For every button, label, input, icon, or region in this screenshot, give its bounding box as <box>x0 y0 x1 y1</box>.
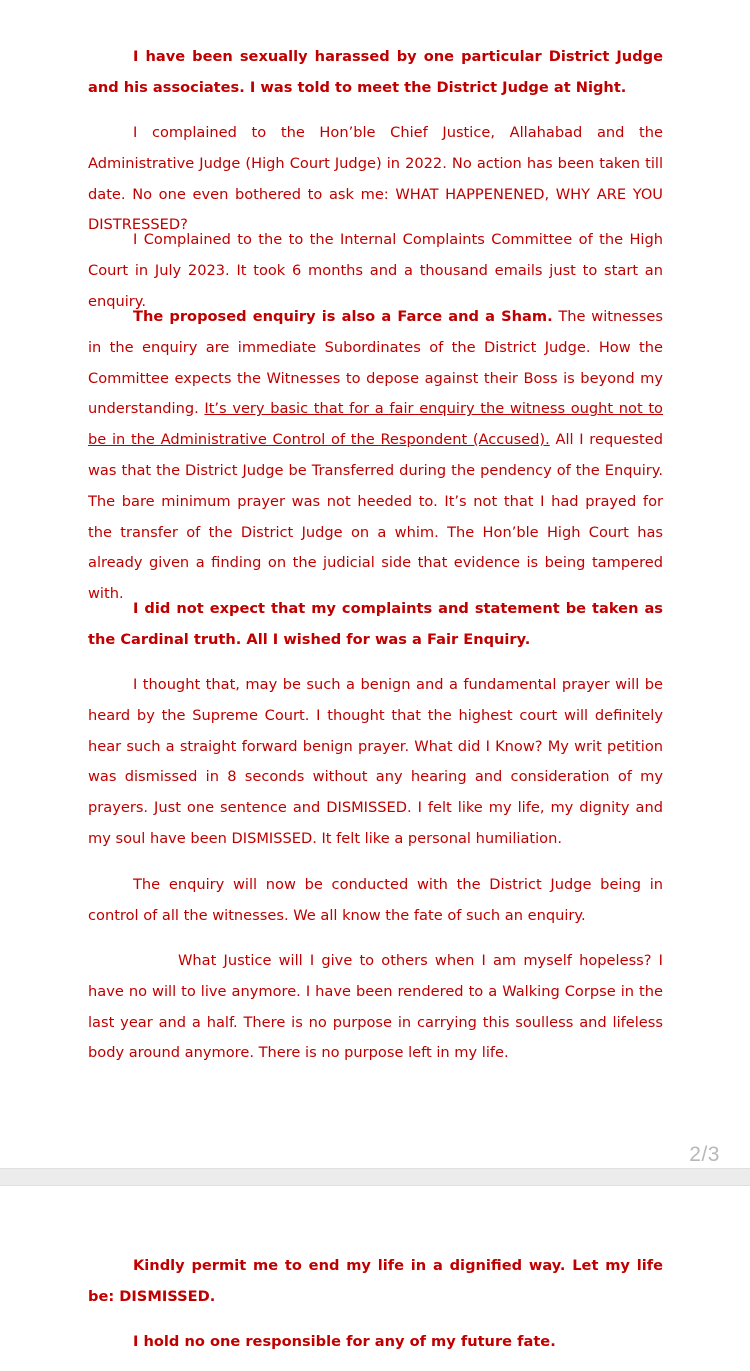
body-text: The witnesses in the enquiry are immediate Subordinates of the District Judge. How the Committee expects the Witnesses to depose against their Boss is beyond my understanding. <box>88 308 663 418</box>
paragraph-harassment-statement: I have been sexually harassed by one particular District Judge and his associates. I was told to meet the District Judge at Night. <box>88 48 663 96</box>
paragraph-supreme-court-dismissal: I thought that, may be such a benign and a fundamental prayer will be heard by the Supreme Court. I thought that the highest court will definitely hear such a straight forward benign prayer. What did I Know? My writ petition was dismissed in 8 seconds without any hearing and consideration of my prayers. Just one sentence and DISMISSED. I felt like my life, my dignity and my soul have been DISMISSED. It felt like a personal humiliation. <box>88 676 663 847</box>
bold-lead-text: The proposed enquiry is also a Farce and a Sham. <box>133 308 553 325</box>
page-separator <box>0 1168 750 1186</box>
paragraph-final-request: Kindly permit me to end my life in a dignified way. Let my life be: DISMISSED. <box>88 1257 663 1305</box>
paragraph-no-one-responsible: I hold no one responsible for any of my future fate. <box>133 1333 556 1350</box>
body-text-end: All I requested was that the District Judge be Transferred during the pendency of the Enquiry. The bare minimum prayer was not heeded to. It’s not that I had prayed for the transfer of the District Judge on a whim. The Hon’ble High Court has already given a finding on the judicial side that evidence is being tampered with. <box>88 431 664 603</box>
paragraph-enquiry-farce <box>88 302 663 610</box>
paragraph-internal-complaints-committee: I Complained to the to the Internal Complaints Committee of the High Court in July 2023. It took 6 months and a thousand emails just to start an enquiry. <box>88 231 663 310</box>
paragraph-hopelessness: What Justice will I give to others when I am myself hopeless? I have no will to live anymore. I have been rendered to a Walking Corpse in the last year and a half. There is no purpose in carrying this soulless and lifeless body around anymore. There is no purpose left in my life. <box>88 952 663 1062</box>
paragraph-fair-enquiry-wish: I did not expect that my complaints and statement be taken as the Cardinal truth. All I wished for was a Fair Enquiry. <box>88 600 663 648</box>
next-document-page <box>0 1186 750 1371</box>
paragraph-complaint-chief-justice: I complained to the Hon’ble Chief Justice, Allahabad and the Administrative Judge (High Court Judge) in 2022. No action has been taken till date. No one even bothered to ask me: WHAT HAPPENENED, WHY ARE YOU DISTRESSED? <box>88 124 663 234</box>
page-indicator: 2/3 <box>689 1143 720 1166</box>
paragraph-enquiry-fate: The enquiry will now be conducted with the District Judge being in control of all the witnesses. We all know the fate of such an enquiry. <box>88 876 663 924</box>
underlined-text: It’s very basic that for a fair enquiry the witness ought not to be in the Administrative Control of the Respondent (Accused). <box>88 400 663 449</box>
